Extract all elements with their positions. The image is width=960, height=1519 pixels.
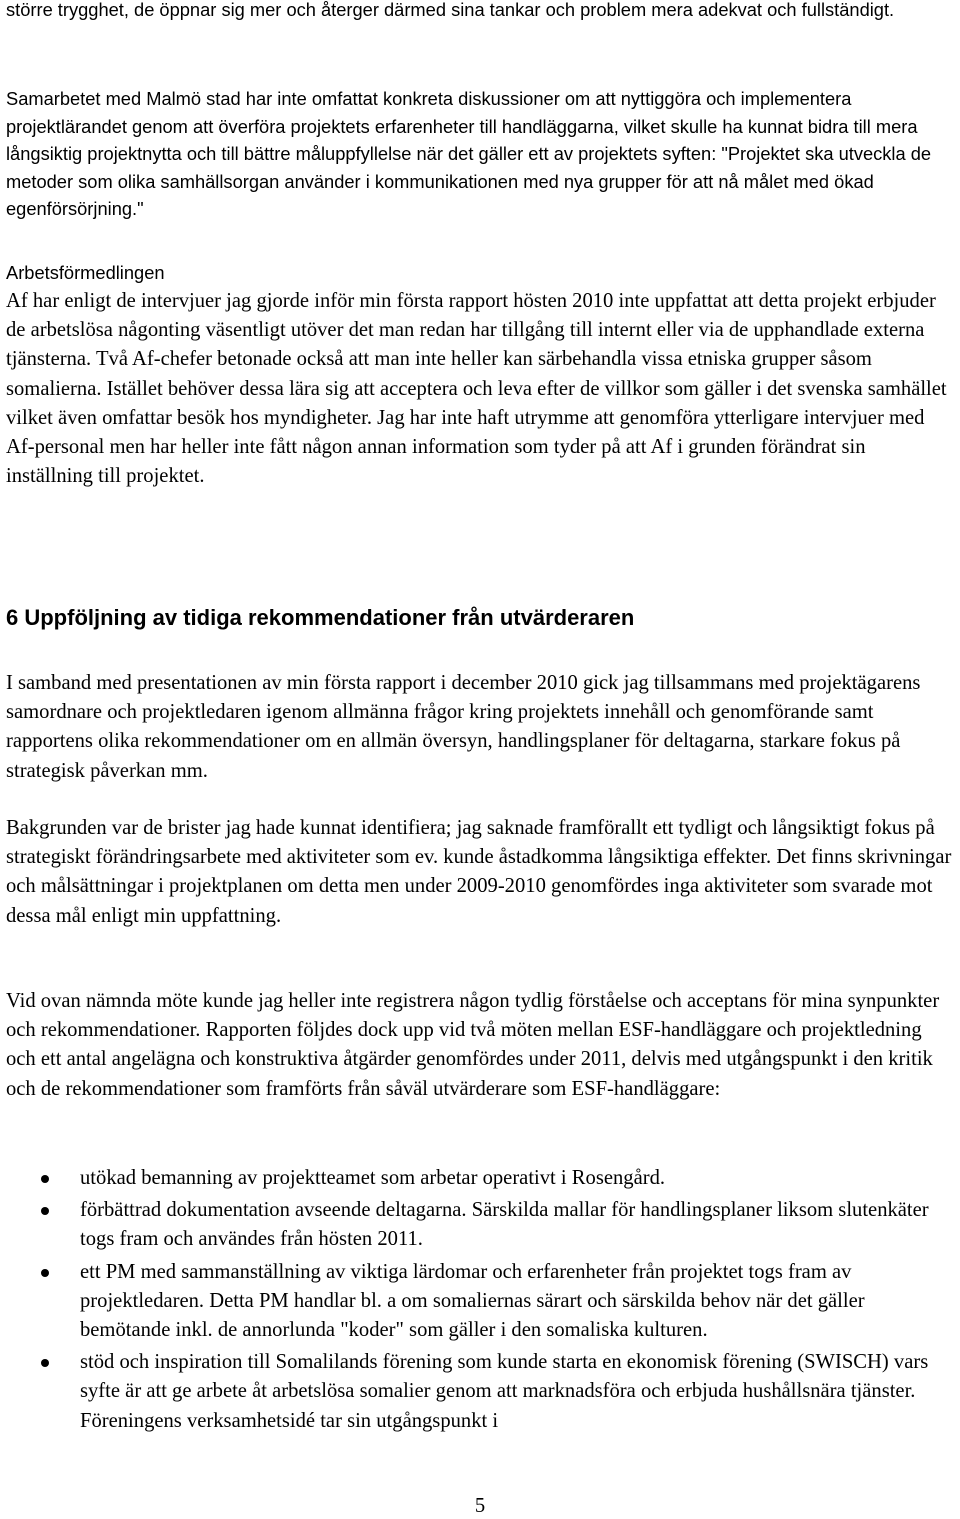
- paragraph-1: I samband med presentationen av min första rapport i december 2010 gick jag tillsammans med projektägarens samordnare och projektledaren igenom allmänna frågor kring projektets innehåll och genomförande samt rapportens olika rekommendationer om en allmän översyn, handlingsplaner för deltagarna, starkare fokus på strategisk påverkan mm.: [6, 672, 921, 782]
- page-number: 5: [474, 1495, 486, 1517]
- bullet-icon: [41, 1207, 49, 1215]
- list-item-text: förbättrad dokumentation avseende deltagarna. Särskilda mallar för handlingsplaner liksom slutenkäter togs fram och användes från hösten 2011.: [80, 1199, 929, 1251]
- list-item-text: stöd och inspiration till Somalilands förening som kunde starta en ekonomisk förening (SWISCH) vars syfte är att ge arbete åt arbetslösa somalier genom att marknadsföra och erbjuda hushållsnära tjänster. Föreningens verksamhetsidé tar sin utgångspunkt i: [80, 1351, 929, 1432]
- malmo-paragraph: Samarbetet med Malmö stad har inte omfattat konkreta diskussioner om att nyttiggöra och implementera projektlärandet genom att överföra projektets erfarenheter till handläggarna, vilket skulle ha kunnat bidra till mera långsiktig projektnytta och till bättre måluppfyllelse när det gäller ett av projektets syften: "Projektet ska utveckla de metoder som olika samhällsorgan använder i kommunikationen med nya grupper för att nå målet med ökad egenförsörjning.": [6, 88, 932, 220]
- paragraph-2: Bakgrunden var de brister jag hade kunnat identifiera; jag saknade framförallt ett tydligt och långsiktigt fokus på strategiskt förändringsarbete med aktiviteter som ev. kunde åstadkomma långsiktiga effekter. Det finns skrivningar och målsättningar i projektplanen om detta men under 2009-2010 genomfördes inga aktiviteter som svarade mot dessa mål enligt min uppfattning.: [6, 817, 952, 927]
- list-item: [0, 1348, 950, 1436]
- bullet-icon: [41, 1269, 49, 1277]
- af-label: Arbetsförmedlingen: [6, 262, 165, 283]
- af-paragraph: Af har enligt de intervjuer jag gjorde inför min första rapport hösten 2010 inte uppfattat att detta projekt erbjuder de arbetslösa någonting väsentligt utöver det man redan har tillgång till internt eller via de upphandlade externa tjänsterna. Två Af-chefer betonade också att man inte heller kan särbehandla vissa etniska grupper såsom somalierna. Istället behöver dessa lära sig att acceptera och leva efter de villkor som gäller i det svenska samhället vilket även omfattar besök hos myndigheter. Jag har inte haft utrymme att genomföra ytterligare intervjuer med Af-personal men har heller inte fått någon annan information som tyder på att Af i grunden förändrat sin inställning till projektet.: [6, 290, 947, 488]
- list-item: [0, 1258, 950, 1346]
- list-item: [0, 1196, 950, 1254]
- intro-text: större trygghet, de öppnar sig mer och återger därmed sina tankar och problem mera adekvat och fullständigt.: [6, 0, 895, 20]
- list-item: [0, 1164, 950, 1193]
- bullet-icon: [41, 1359, 49, 1367]
- list-item-text: utökad bemanning av projektteamet som arbetar operativt i Rosengård.: [80, 1167, 666, 1189]
- bullet-list: [0, 1164, 950, 1439]
- list-item-text: ett PM med sammanställning av viktiga lärdomar och erfarenheter från projektet togs fram av projektledaren. Detta PM handlar bl. a om somaliernas särart och särskilda behov när det gäller bemötande inkl. de annorlunda "koder" som gäller i den somaliska kulturen.: [80, 1260, 865, 1342]
- section-heading: 6 Uppföljning av tidiga rekommendationer från utvärderaren: [6, 605, 635, 630]
- paragraph-3: Vid ovan nämnda möte kunde jag heller inte registrera någon tydlig förståelse och acceptans för mina synpunkter och rekommendationer. Rapporten följdes dock upp vid två möten mellan ESF-handläggare och projektledning och ett antal angelägna och konstruktiva åtgärder genomfördes under 2011, delvis med utgångspunkt i den kritik och de rekommendationer som framförts från såväl utvärderare som ESF-handläggare:: [6, 990, 940, 1100]
- bullet-icon: [41, 1175, 49, 1183]
